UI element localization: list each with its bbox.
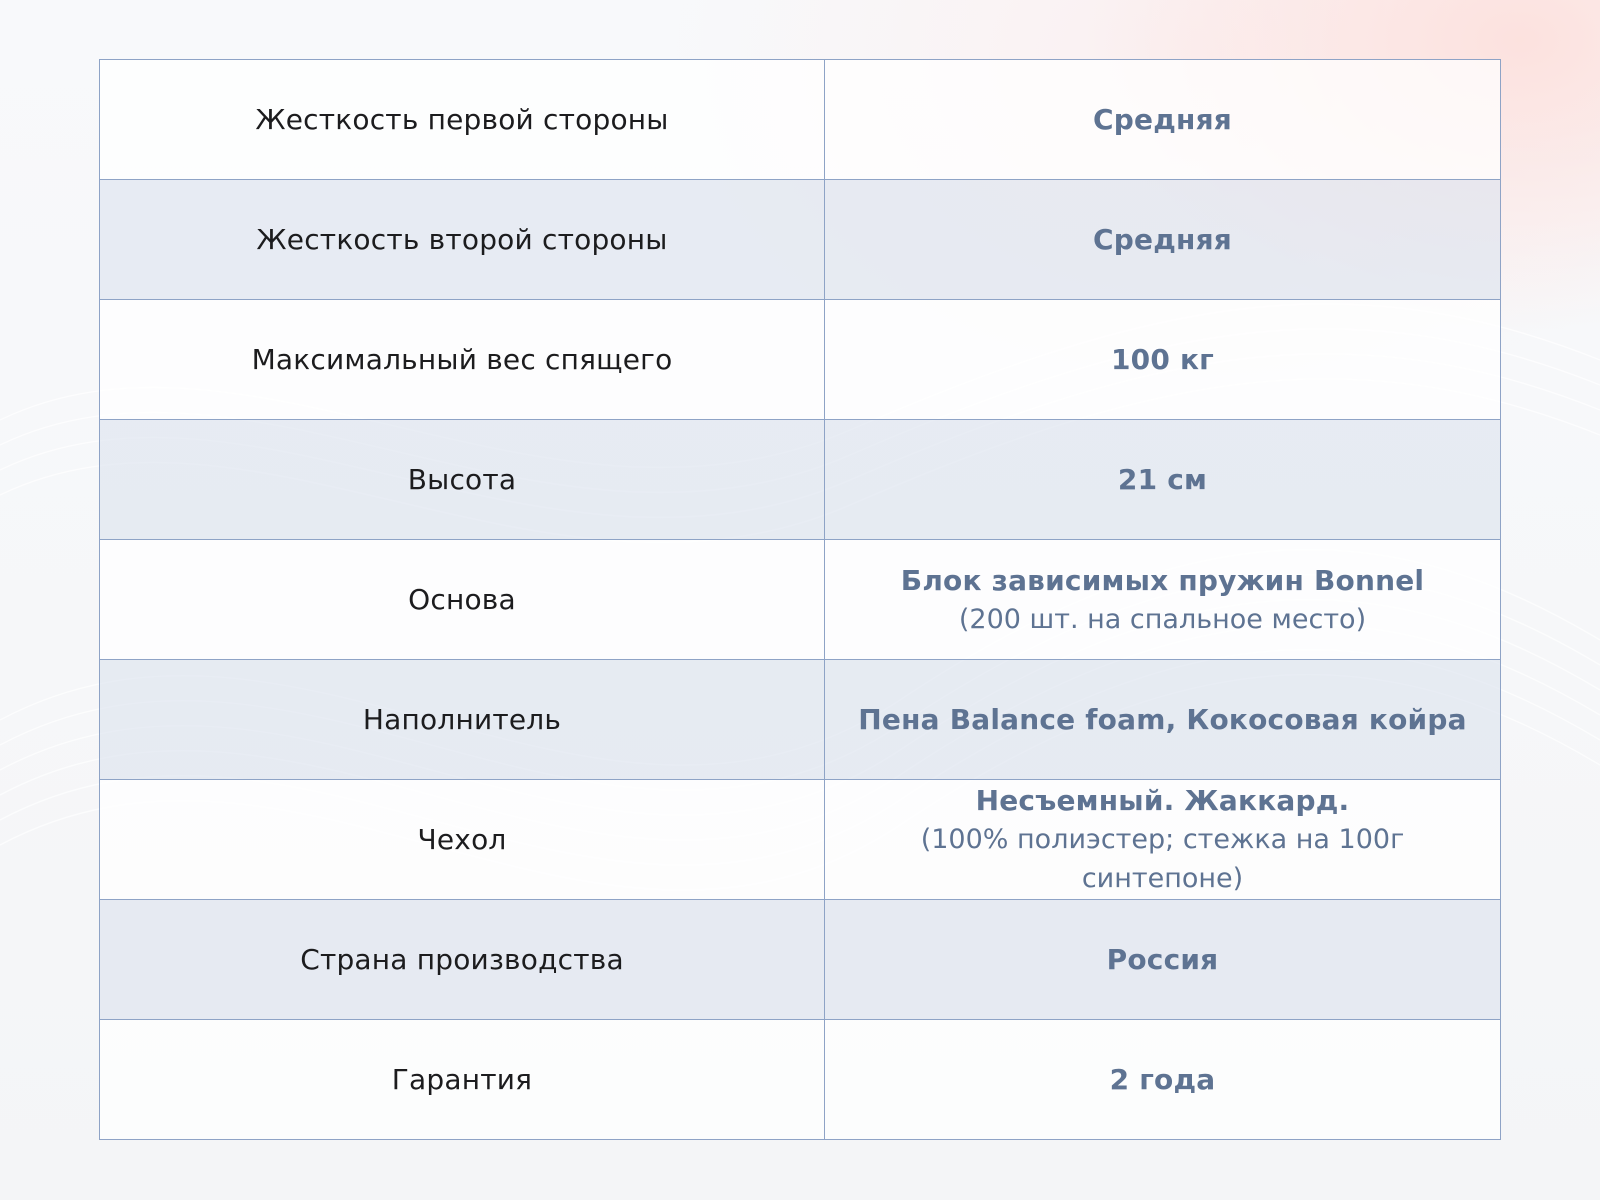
spec-label-cell: [100, 540, 825, 660]
spec-value: Пена Balance foam, Кокосовая койра: [858, 703, 1467, 736]
spec-label: Страна производства: [300, 943, 624, 976]
spec-label: Основа: [408, 583, 516, 616]
spec-value-cell: [825, 420, 1501, 540]
spec-value: Средняя: [1093, 103, 1232, 136]
table-row: [100, 660, 1501, 780]
spec-value: 2 года: [1109, 1063, 1216, 1096]
spec-value: Блок зависимых пружин Bonnel: [900, 563, 1425, 597]
spec-value-cell: [825, 180, 1501, 300]
table-row: [100, 1020, 1501, 1140]
specifications-table: [99, 59, 1501, 1140]
spec-label-cell: [100, 60, 825, 180]
spec-label: Высота: [407, 463, 517, 496]
spec-label: Жесткость первой стороны: [255, 103, 669, 136]
table-row: [100, 540, 1501, 660]
spec-label: Жесткость второй стороны: [256, 223, 668, 256]
spec-label-cell: [100, 180, 825, 300]
spec-label: Наполнитель: [362, 703, 562, 736]
spec-value: 21 см: [1117, 463, 1208, 496]
spec-value: Средняя: [1093, 223, 1232, 256]
spec-value: Россия: [1106, 943, 1219, 976]
spec-label-cell: [100, 420, 825, 540]
spec-value: 100 кг: [1110, 343, 1215, 376]
table-row: [100, 420, 1501, 540]
spec-value-cell: [825, 300, 1501, 420]
spec-label-cell: [100, 300, 825, 420]
spec-value-cell: [825, 780, 1501, 900]
spec-label: Максимальный вес спящего: [251, 343, 673, 376]
table-row: [100, 780, 1501, 900]
table-row: [100, 900, 1501, 1020]
spec-label-cell: [100, 660, 825, 780]
spec-value-cell: [825, 1020, 1501, 1140]
spec-value: Несъемный. Жаккард.: [975, 784, 1350, 817]
spec-label-cell: [100, 780, 825, 900]
table-row: [100, 300, 1501, 420]
spec-label-cell: [100, 900, 825, 1020]
spec-label-cell: [100, 1020, 825, 1140]
spec-value-note: (100% полиэстер; стежка на 100г синтепоне): [920, 824, 1405, 894]
spec-value-cell: [825, 540, 1501, 660]
spec-value-note: (200 шт. на спальное место): [958, 603, 1367, 635]
spec-label: Чехол: [417, 823, 507, 856]
spec-value-cell: [825, 900, 1501, 1020]
table-row: [100, 180, 1501, 300]
table-row: [100, 60, 1501, 180]
spec-label: Гарантия: [391, 1063, 533, 1096]
spec-value-cell: [825, 60, 1501, 180]
spec-value-cell: [825, 660, 1501, 780]
